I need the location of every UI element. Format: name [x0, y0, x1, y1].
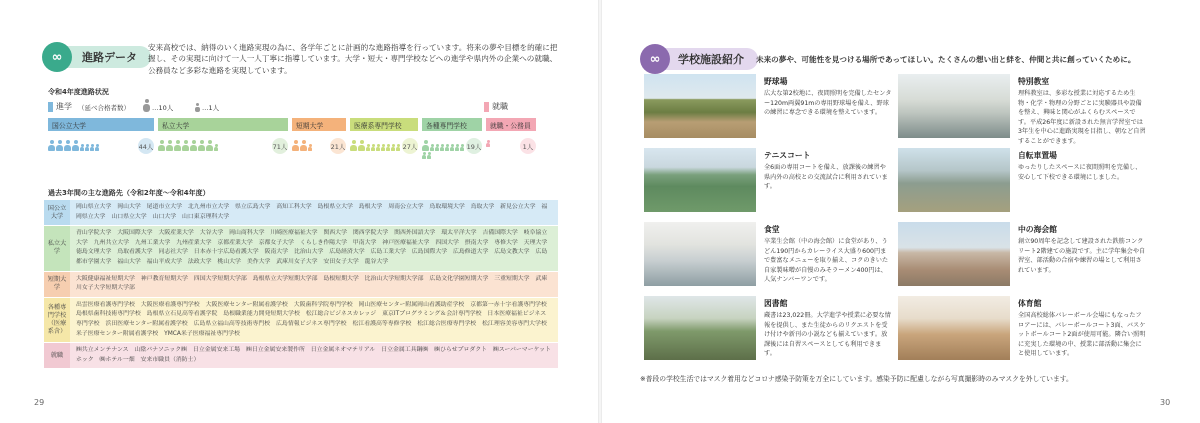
left-intro-text: 安来高校では、納得のいく進路実現の為に、各学年ごとに計画的な進路指導を行っています。将来の夢や目標を的確に把握し、その実現に向けて一人一人丁寧に指導しています。大学・短大・専門学校などへの進学や県内外の企業への就職、公務員など多彩な進路を実現しています。 — [148, 43, 558, 75]
facility-card — [644, 222, 894, 292]
people-icons — [158, 140, 270, 151]
person-1-icon — [386, 144, 390, 151]
facility-card — [898, 74, 1148, 144]
person-1-icon — [376, 144, 380, 151]
person-10-icon — [174, 140, 181, 151]
person-1-icon — [371, 144, 375, 151]
facility-title: テニスコート — [764, 151, 811, 160]
person-10-icon — [350, 140, 357, 151]
row-schools: 大阪健康福祉短期大学 神戸教育短期大学 四国大学短期大学部 島根県立大学短期大学部 島根短期大学 比治山大学短期大学部 広島文化学園短期大学 三重短期大学 武庫川女子大学短期大学部 — [76, 275, 548, 292]
table-row — [44, 343, 558, 369]
person-1-icon — [381, 144, 385, 151]
table-title: 過去3年間の主な進路先（令和2年度〜令和4年度） — [48, 189, 210, 197]
facility-photo — [898, 296, 1010, 360]
legend-shingaku-swatch — [48, 102, 53, 112]
row-schools: ㈱共立メンテナンス 山陰パナソニック㈱ 日立金属安来工場 ㈱日立金属安来製作所 日立金属ネオマテリアル 日立金属工具鋼㈱ ㈱ひらせプロダクト ㈱スーパーマーケットホック ㈱ホテル一畑 安来市職員（消防士） — [76, 347, 551, 363]
person-10-icon — [198, 140, 205, 151]
facility-text: 蔵書は23,022冊。大学進学や授業に必要な情報を提供し、また生徒からのリクエストを受け付けや新刊の小説なども揃えています。放課後には自習スペースとしても利用できます。 — [764, 312, 891, 358]
person-1-icon — [450, 144, 454, 151]
category-label: 私立大学 — [162, 121, 190, 130]
table-row — [44, 272, 558, 298]
facility-text: 卒業生会館（中の海会館）に食堂があり、うどん190円からカレーライス大盛り600円まで豊富なメニューを取り揃え、コクのきいた自家製味噌が自慢のみそラーメン400円は、人気ナンバーワンです。 — [764, 238, 889, 284]
category-label: 国公立大学 — [52, 121, 86, 130]
people-icons — [292, 140, 328, 151]
category-bar — [158, 118, 288, 131]
facility-card — [898, 148, 1148, 218]
legend-person-10-icon — [143, 99, 150, 112]
legend-shushoku: 就職 — [492, 102, 508, 111]
chart-title: 令和4年度進路状況 — [48, 88, 109, 96]
career-table — [44, 200, 558, 369]
legend-shingaku: 進学 — [56, 102, 72, 111]
person-1-icon — [427, 152, 431, 159]
person-10-icon — [72, 140, 79, 151]
facility-title: 自転車置場 — [1018, 151, 1057, 160]
facility-text: ゆったりしたスペースに夜間照明を完備し、安心して下校できる環境にしました。 — [1018, 164, 1142, 181]
mask-note: ※普段の学校生活ではマスク着用などコロナ感染予防策を万全にしています。感染予防に配慮しながら写真撮影時のみマスクを外しています。 — [640, 375, 1073, 383]
person-1-icon — [486, 140, 490, 147]
table-row — [44, 298, 558, 343]
category-label: 各種専門学校 — [426, 121, 467, 130]
facility-photo — [898, 148, 1010, 212]
legend — [48, 99, 548, 115]
legend-shingaku-note: （延べ合格者数） — [78, 104, 130, 112]
page-number-right: 30 — [1160, 398, 1171, 407]
person-10-icon — [292, 140, 299, 151]
facility-card — [644, 74, 894, 144]
category-bar — [292, 118, 346, 131]
person-1-icon — [391, 144, 395, 151]
legend-10: …10人 — [152, 104, 174, 112]
person-1-icon — [308, 144, 312, 151]
person-10-icon — [182, 140, 189, 151]
right-intro-text: 未来の夢や、可能性を見つける場所であってほしい。たくさんの想い出と絆を、仲間と共に創っていくために。 — [756, 55, 1136, 64]
section-title: 学校施設紹介 — [678, 53, 744, 66]
people-icons — [48, 140, 136, 151]
row-schools: 青山学院大学 大阪国際大学 大阪産業大学 大谷大学 岡山商科大学 川崎医療福祉大学 関西大学 関西学院大学 関西外国語大学 環太平洋大学 吉備国際大学 岐阜協立大学 九州共立大学 九州工業大学 九州産業大学 京都産業大学 京都女子大学 くらしき作陽大学 甲南大学 神戸医療福祉大学 四国大学 摂南大学 専修大学 天理大学 徳島文理大学 鳥取看護大学 同志社大学 日本赤十字広島看護大学 阪南大学 比治山大学 広島経済大学 広島工業大学 広島国際大学 広島修道大学 広島文教大学 広島都市学園大学 福山大学 福山平成大学 法政大学 桃山大学 美作大学 武庫川女子大学 安田女子大学 龍谷大学 — [76, 230, 554, 265]
category-bar — [486, 118, 536, 131]
person-10-icon — [190, 140, 197, 151]
person-1-icon — [80, 144, 84, 151]
person-1-icon — [422, 152, 426, 159]
facility-text: 全国高校総体バレーボール会場にもなったフロアーには、バレーボールコート3面、バスケットボールコート2面が使用可能。隣合い照明に充実した環境の中、授業に部活動に集会にと使用しています。 — [1018, 312, 1146, 358]
category-bar — [350, 118, 418, 131]
person-1-icon — [435, 144, 439, 151]
person-10-icon — [48, 140, 55, 151]
person-1-icon — [214, 144, 218, 151]
person-10-icon — [206, 140, 213, 151]
facility-text: 創立90周年を記念して建設された鉄筋コンクリート2階建ての施設です。主に学年集会や自習室、部活動の合宿や練習の場として利用されています。 — [1018, 238, 1146, 274]
facility-photo — [898, 222, 1010, 286]
facility-card — [644, 148, 894, 218]
facility-text: 理科教室は、多彩な授業に対応するため生物・化学・物理の分野ごとに実験器具や設備を整え、興味と関心がふくらむスペースです。平成26年度に新設された無言学習室では3年生を中心に進路実現を目指し、朝など自習することができます。 — [1018, 90, 1146, 145]
facility-title: 体育館 — [1018, 299, 1042, 308]
count-label: 71人 — [272, 138, 288, 154]
facility-photo — [644, 222, 756, 286]
people-icons — [350, 140, 400, 151]
infinity-badge-icon: ∞ — [42, 42, 72, 72]
right-page — [600, 0, 1200, 423]
count-label: 27人 — [402, 138, 418, 154]
facility-title: 中の海会館 — [1018, 225, 1057, 234]
count-label: 21人 — [330, 138, 346, 154]
infinity-badge-icon: ∞ — [640, 44, 670, 74]
person-1-icon — [440, 144, 444, 151]
facility-photo — [644, 74, 756, 138]
person-10-icon — [358, 140, 365, 151]
count-label: 44人 — [138, 138, 154, 154]
facility-photo — [644, 148, 756, 212]
person-1-icon — [460, 144, 464, 151]
count-label: 19人 — [466, 138, 482, 154]
facility-photo — [898, 74, 1010, 138]
facility-card — [898, 296, 1148, 366]
page-number-left: 29 — [34, 398, 45, 407]
legend-shushoku-swatch — [484, 102, 489, 112]
person-10-icon — [300, 140, 307, 151]
person-10-icon — [158, 140, 165, 151]
category-bar — [48, 118, 154, 131]
facility-card — [898, 222, 1148, 292]
row-label: 各種専門学校（医療系含） — [44, 298, 70, 342]
row-label: 国公立大学 — [44, 200, 70, 225]
category-bar — [422, 118, 482, 131]
section-title: 進路データ — [82, 51, 137, 64]
facility-title: 図書館 — [764, 299, 788, 308]
facility-title: 食堂 — [764, 225, 780, 234]
person-1-icon — [455, 144, 459, 151]
career-chart — [48, 118, 538, 182]
person-1-icon — [445, 144, 449, 151]
people-icons — [422, 140, 464, 159]
legend-person-1-icon — [195, 103, 200, 112]
facility-photo — [644, 296, 756, 360]
person-1-icon — [95, 144, 99, 151]
row-label: 就職 — [44, 343, 70, 368]
person-1-icon — [85, 144, 89, 151]
person-1-icon — [396, 144, 400, 151]
facility-text: 広大な第2校地に、夜間照明を完備したセンター120m両翼91mの専用野球場を備え、野球の練習に専念できる環境を整えています。 — [764, 90, 892, 117]
table-row — [44, 200, 558, 226]
person-1-icon — [430, 144, 434, 151]
row-schools: 出雲医療看護専門学校 大阪医療看護専門学校 大阪医療センター附属看護学校 大阪歯科学院専門学校 岡山医療センター附属岡山看護助産学校 京都第一赤十字看護専門学校 島根県歯科技術専門学校 島根県立石見高等看護学院 島根職業能力開発短期大学校 松江総合ビジネスカレッジ 東京ITプログラミング＆会計専門学校 日本医療福祉ビジネス専門学校 浜田医療センター附属看護学校 広島県立福山高等技術専門校 広島情報ビジネス専門学校 松江看護高等専修学校 松江総合医療専門学校 松江理容美容専門大学校 米子医療センター附属看護学校 YMCA米子医療福祉専門学校 — [76, 301, 553, 337]
row-label: 短期大学 — [44, 272, 70, 297]
facility-title: 野球場 — [764, 77, 788, 86]
people-icons — [486, 140, 518, 147]
category-label: 医療系専門学校 — [354, 121, 402, 130]
facility-card — [644, 296, 894, 366]
category-label: 短期大学 — [296, 121, 324, 130]
row-label: 私立大学 — [44, 226, 70, 270]
legend-1: …1人 — [202, 104, 220, 112]
row-schools: 岡山県立大学 岡山大学 尾道市立大学 北九州市立大学 県立広島大学 高知工科大学 島根県立大学 島根大学 周南公立大学 鳥取環境大学 鳥取大学 新見公立大学 福岡県立大学 山口県立大学 山口大学 山口東京理科大学 — [76, 204, 548, 220]
person-10-icon — [64, 140, 71, 151]
facility-title: 特別教室 — [1018, 77, 1050, 86]
person-1-icon — [90, 144, 94, 151]
person-10-icon — [56, 140, 63, 151]
table-row — [44, 226, 558, 271]
person-1-icon — [366, 144, 370, 151]
person-10-icon — [166, 140, 173, 151]
person-10-icon — [422, 140, 429, 151]
count-label: 1人 — [520, 138, 536, 154]
facility-text: 全6面の専用コートを備え、放課後の練習や県内外の高校との交流試合に利用されています。 — [764, 164, 888, 191]
category-label: 就職・公務員 — [490, 121, 531, 130]
